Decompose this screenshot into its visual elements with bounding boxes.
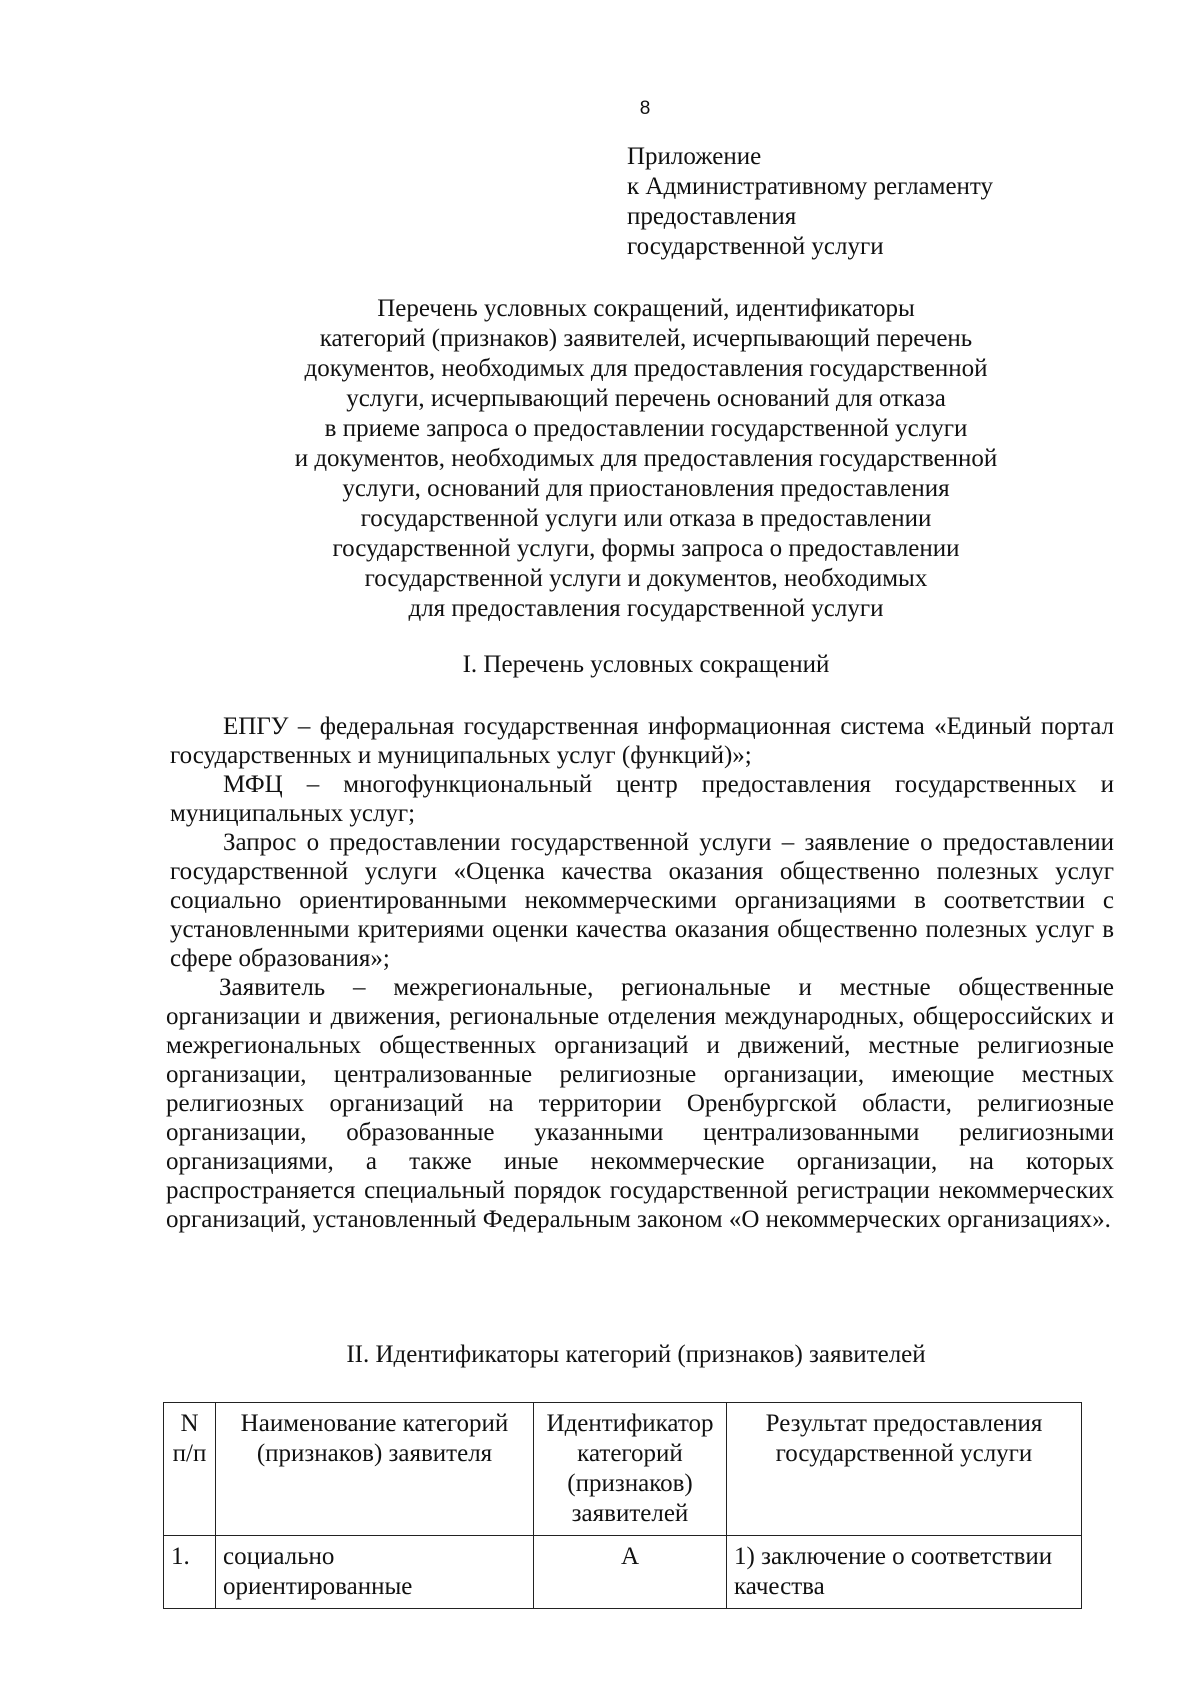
title-line: в приеме запроса о предоставлении государственной услуги	[324, 415, 968, 442]
definition-request: Запрос о предоставлении государственной услуги – заявление о предоставлении государственной услуги «Оценка качества оказания общественно полезных услуг социально ориентированными некоммерческими организациями в соответствии с установленными критериями оценки качества оказания общественно полезных услуг в сфере образования»;	[170, 829, 1114, 972]
title-line: документов, необходимых для предоставления государственной	[304, 355, 988, 382]
section1-body	[166, 712, 1114, 1234]
title-line: услуги, исчерпывающий перечень оснований для отказа	[346, 385, 946, 412]
table-header-cell: Идентификатор категорий (признаков) заявителей	[534, 1403, 727, 1536]
table-row	[164, 1536, 1082, 1609]
document-title	[160, 294, 1132, 624]
title-line: Перечень условных сокращений, идентификаторы	[377, 295, 915, 322]
table-cell: 1) заключение о соответствии качества	[727, 1536, 1082, 1609]
appendix-line: к Административному регламенту	[627, 173, 994, 200]
table-header-cell: N п/п	[164, 1403, 216, 1536]
definition-mfc: МФЦ – многофункциональный центр предоставления государственных и муниципальных услуг;	[170, 771, 1114, 827]
definition-epgu: ЕПГУ – федеральная государственная информационная система «Единый портал государственных и муниципальных услуг (функций)»;	[170, 713, 1114, 769]
table-cell: социально ориентированные	[216, 1536, 534, 1609]
title-line: для предоставления государственной услуги	[408, 595, 884, 622]
table-cell: 1.	[164, 1536, 216, 1609]
title-line: услуги, оснований для приостановления предоставления	[342, 475, 950, 502]
appendix-line: Приложение	[627, 143, 762, 170]
appendix-line: государственной услуги	[627, 233, 884, 260]
section1-heading: I. Перечень условных сокращений	[462, 651, 830, 678]
table-header-cell: Результат предоставления государственной услуги	[727, 1403, 1082, 1536]
title-line: государственной услуги и документов, необходимых	[364, 565, 928, 592]
section2-heading: II. Идентификаторы категорий (признаков) заявителей	[346, 1341, 926, 1368]
title-line: и документов, необходимых для предоставления государственной	[294, 445, 998, 472]
table-header-row	[164, 1403, 1082, 1536]
title-line: государственной услуги или отказа в предоставлении	[360, 505, 932, 532]
page-number: 8	[639, 98, 651, 119]
appendix-line: предоставления	[627, 203, 797, 230]
title-line: категорий (признаков) заявителей, исчерпывающий перечень	[319, 325, 973, 352]
definition-applicant: Заявитель – межрегиональные, региональные и местные общественные организации и движения, региональные отделения международных, общероссийских и межрегиональных общественных организаций и движений, местные религиозные организации, централизованные религиозные организации, имеющие местных религиозных организаций на территории Оренбургской области, религиозные организации, образованные указанными централизованными религиозными организациями, а также иные некоммерческие организации, на которых распространяется специальный порядок государственной регистрации некоммерческих организаций, установленный Федеральным законом «О некоммерческих организациях».	[166, 974, 1114, 1233]
table-header-cell: Наименование категорий (признаков) заявителя	[216, 1403, 534, 1536]
title-line: государственной услуги, формы запроса о предоставлении	[332, 535, 960, 562]
table-cell: А	[534, 1536, 727, 1609]
appendix-header	[627, 142, 993, 262]
identifiers-table	[163, 1402, 1082, 1609]
